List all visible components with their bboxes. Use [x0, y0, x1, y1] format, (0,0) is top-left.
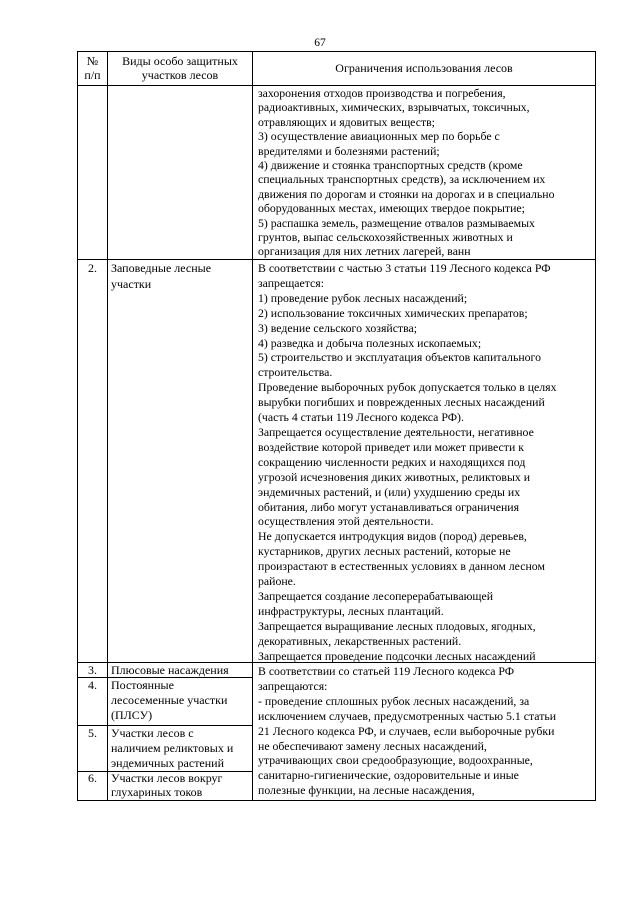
restrictions-table: [77, 51, 596, 801]
row4-type: Постоянные лесосеменные участки (ПЛСУ): [111, 678, 228, 722]
row6-num: 6.: [88, 771, 97, 785]
row2-type: Заповедные лесные участки: [111, 261, 212, 291]
row2-restrictions-text: В соответствии с частью 3 статьи 119 Лесного кодекса РФ запрещается: 1) проведение рубок лесных насаждений; 2) использование токсичных химических препаратов; 3) ведение сельского хозяйства; 4) разведка и добыча полезных ископаемых; 5) строительство и эксплуатация объектов капитального строительства. Проведение выборочных рубок допускается только в целях вырубки погибших и поврежденных лесных насаждений (часть 4 статьи 119 Лесного кодекса РФ). Запрещается осуществление деятельности, негативное воздействие которой приведет или может привести к сокращению численности редких и находящихся под угрозой исчезновения диких животных, реликтовых и эндемичных растений, и (или) ухудшению среды их обитания, либо могут устанавливаться ограничения осуществления этой деятельности. Не допускается интродукция видов (пород) деревьев, кустарников, других лесных растений, которые не произрастают в естественных условиях в данном лесном районе. Запрещается создание лесоперерабатывающей инфраструктуры, лесных плантаций. Запрещается выращивание лесных плодовых, ягодных, декоративных, лекарственных растений. Запрещается проведение подсочки лесных насаждений: [258, 261, 557, 663]
row4-num: 4.: [88, 678, 97, 692]
col-divider-2: [252, 52, 253, 800]
col-divider-1: [107, 52, 108, 800]
row3-type: Плюсовые насаждения: [111, 663, 229, 677]
header-type: Виды особо защитных участков лесов: [122, 54, 238, 82]
row5-type: Участки лесов с наличием реликтовых и эндемичных растений: [111, 726, 234, 770]
row5-num: 5.: [88, 726, 97, 740]
continued-restrictions-text: захоронения отходов производства и погребения, радиоактивных, химических, взрывчатых, токсичных, отравляющих и ядовитых веществ; 3) осуществление авиационных мер по борьбе с вредителями и болезнями растений; 4) движение и стоянка транспортных средств (кроме специальных транспортных средств), за исключением их движения по дорогам и стоянки на дорогах и в специально оборудованных местах, имеющих твердое покрытие; 5) распашка земель, размещение отвалов размываемых грунтов, выпас сельскохозяйственных животных и организация для них летних лагерей, ванн: [258, 86, 555, 259]
header-restrictions: Ограничения использования лесов: [335, 61, 513, 75]
shared-restrictions-text: В соответствии со статьей 119 Лесного кодекса РФ запрещаются: - проведение сплошных рубок лесных насаждений, за исключением случаев, предусмотренных частью 5.1 статьи 21 Лесного кодекса РФ, и случаев, если выборочные рубки не обеспечивают замену лесных насаждений, утрачивающих свои средообразующие, водоохранные, санитарно-гигиенические, оздоровительные и иные полезные функции, на лесные насаждения,: [258, 664, 557, 798]
page-number: 67: [314, 37, 326, 49]
header-num: № п/п: [84, 54, 101, 82]
row3-num: 3.: [88, 663, 97, 677]
row2-num: 2.: [88, 261, 97, 275]
row1-bottom-line: [78, 259, 595, 260]
row6-type: Участки лесов вокруг глухариных токов: [111, 771, 223, 799]
